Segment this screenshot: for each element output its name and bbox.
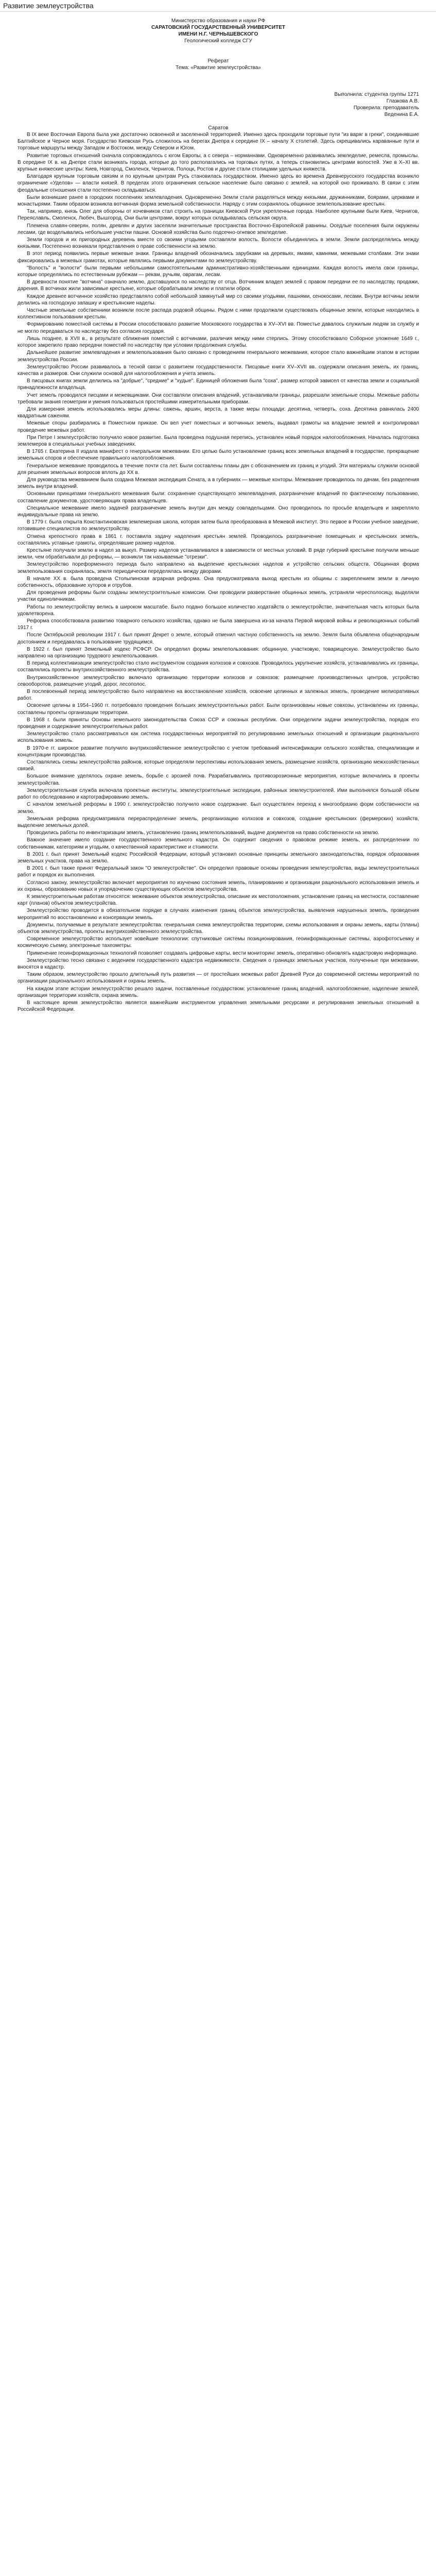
body-paragraph: Частные земельные собственники возникли после распада родовой общины. Рядом с ними продолжали существовать общинные земли, которые находились в коллективном пользовании крестьян. xyxy=(18,308,419,320)
body-paragraph: Земельная реформа предусматривала перераспределение земель, реорганизацию колхозов и совхозов, создание крестьянских (фермерских) хозяйств, выделение земельных долей. xyxy=(18,816,419,828)
body-paragraph: Применение геоинформационных технологий позволяет создавать цифровые карты, вести мониторинг земель, оперативно обновлять кадастровую информацию. xyxy=(27,950,418,956)
body-paragraph: В этот период появились первые межевые знаки. Границы владений обозначались зарубками на деревьях, ямами, камнями, межевыми столбами. Эти знаки фиксировались в межевых грамотах, которые являлись первыми документами по землеустройству. xyxy=(18,251,419,264)
university-line: САРАТОВСКИЙ ГОСУДАРСТВЕННЫЙ УНИВЕРСИТЕТ xyxy=(151,25,285,30)
body-paragraph: В 1765 г. Екатерина II издала манифест о генеральном межевании. Его целью было установление границ всех земельных владений в государстве, прекращение земельных споров и обеспечение правильного налогообложения. xyxy=(18,449,419,462)
body-paragraph: Землеустройство России развивалось в тесной связи с развитием государственности. Писцовые книги XV–XVII вв. содержали описания земель, их границ, качества и размеров. Они служили основой для налогообложения и учета земель. xyxy=(18,364,419,377)
body-paragraph: Отмена крепостного права в 1861 г. поставила задачу наделения крестьян землей. Проводилось разграничение помещичьих и крестьянских земель, составлялись уставные грамоты, определявшие размер наделов. xyxy=(18,533,419,546)
body-paragraph: В 2001 г. был также принят Федеральный закон "О землеустройстве". Он определил правовые основы проведения землеустройства, виды землеустроительных работ и порядок их выполнения. xyxy=(18,866,419,878)
body-paragraph: На каждом этапе истории землеустройство решало задачи, поставленные государством: установление границ владений, налогообложение, наделение землей, организация территории хозяйств, охрана земель. xyxy=(18,986,419,998)
checker-line: Проверила: преподаватель xyxy=(353,105,419,111)
body-paragraph: Важное значение имело создание государственного земельного кадастра. Он содержит сведения о правовом режиме земель, их распределении по собственникам, категориям и угодьям, о качественной характеристике и стоимости. xyxy=(18,837,419,850)
body-paragraph: Таким образом, землеустройство прошло длительный путь развития — от простейших межевых работ Древней Руси до современной системы мероприятий по организации рационального использования и охраны земель. xyxy=(18,972,419,985)
header-divider xyxy=(0,11,436,12)
body-paragraph: При Петре I землеустройство получило новое развитие. Была проведена подушная перепись, установлен новый порядок налогообложения. Началась подготовка землемеров в специальных учебных заведениях. xyxy=(18,434,419,447)
body-paragraph: Большое внимание уделялось охране земель, борьбе с эрозией почв. Разрабатывались противоэрозионные мероприятия, которые включались в проекты землеустройства. xyxy=(18,773,419,786)
body-paragraph: С началом земельной реформы в 1990 г. землеустройство получило новое содержание. Был осуществлен переход к многообразию форм собственности на землю. xyxy=(18,802,419,815)
ministry-line: Министерство образования и науки РФ xyxy=(171,18,266,24)
body-paragraph: Землеустройство тесно связано с ведением государственного кадастра недвижимости. Сведения о границах земельных участков, полученные при межевании, вносятся в кадастр. xyxy=(18,957,419,970)
body-paragraph: В 2001 г. был принят Земельный кодекс Российской Федерации, который установил основные принципы земельного законодательства, порядок образования земельных участков, права на землю. xyxy=(18,851,419,864)
body-paragraph: Для руководства межеванием была создана Межевая экспедиция Сената, а в губерниях — межевые конторы. Межевание проводилось по дачам, без разделения земель внутри владений. xyxy=(18,477,419,490)
body-paragraph: Формированию поместной системы в России способствовало развитие Московского государства в XV–XVI вв. Поместье давалось служилым людям за службу и не могло передаваться по наследству без согласия государя. xyxy=(18,321,419,334)
body-paragraph: Были возникшие ранее в городских поселениях землевладения. Одновременно Земли стали разделяться между князьями, дружинниками, боярами, церквами и монастырями. Таким образом возникла вотчинная форма земельной собственности. Наряду с этим сохранялось общинное землепользование крестьян. xyxy=(18,194,419,208)
body-paragraph: "Волость" и "волости" были первыми небольшими самостоятельными административно-хозяйственными единицами. Каждая волость имела свои границы, которые определялись по естественным рубежам — рекам, ручьям, оврагам, лесам. xyxy=(18,265,419,278)
body-paragraph: Землеустроительная служба включала проектные институты, землеустроительные экспедиции, районных землеустроителей. Ими выполнялся большой объем работ по обследованию и картографированию земель. xyxy=(18,787,419,801)
checker-name: Веденина Е.А. xyxy=(384,112,419,117)
body-paragraph: Документы, получаемые в результате землеустройства: генеральная схема землеустройства территории, схемы использования и охраны земель, карты (планы) объектов землеустройства, проекты внутрихозяйственного землеустройства. xyxy=(18,922,419,935)
author-line: Выполнила: студентка группы 1271 xyxy=(334,92,419,97)
city-year: Саратов xyxy=(208,125,229,131)
body-paragraph: Крестьяне получали землю в надел за выкуп. Размер наделов устанавливался в зависимости от местных условий. В ряде губерний крестьяне получили меньше земли, чем обрабатывали до реформы, — возникли так называемые "отрезки". xyxy=(18,547,419,561)
body-paragraph: Учет земель проводился писцами и межевщиками. Они составляли описания владений, устанавливали границы, разрешали земельные споры. Межевые работы требовали знания геометрии и умения пользоваться простейшими измерительными приборами. xyxy=(18,392,419,405)
body-paragraph: Основными принципами генерального межевания были: сохранение существующего землевладения, разграничение владений по фактическому пользованию, составление документов, удостоверяющих права владельцев. xyxy=(18,491,419,504)
body-paragraph: Племена славян-северян, полян, древлян и других заселяли значительные пространства Восточно-Европейской равнины. Оседлые поселения были окружены лесами, где возделывались небольшие участки пашни. Основой хозяйства было подсечно-огневое земледелие. xyxy=(18,223,419,235)
document-body xyxy=(18,18,419,1013)
college-line: Геологический колледж СГУ xyxy=(184,38,252,44)
body-paragraph: В период коллективизации землеустройство стало инструментом создания колхозов и совхозов. Проводилось укрупнение хозяйств, устанавливались их границы, составлялись проекты внутрихозяйственного землеустройства. xyxy=(18,660,419,673)
body-paragraph: Для проведения реформы были созданы землеустроительные комиссии. Они проводили разверстание общинных земель, устраняли чересполосицу, выделяли участки единоличникам. xyxy=(18,590,419,603)
body-paragraph: В 1970-е гг. широкое развитие получило внутрихозяйственное землеустройство с учетом требований интенсификации сельского хозяйства, специализации и концентрации производства. xyxy=(18,745,419,758)
body-paragraph: Землеустройство пореформенного периода было направлено на выделение крестьянских наделов и устройство сельских обществ. Общинная форма землепользования сохранялась, земля периодически переделялась между дворами. xyxy=(18,562,419,574)
body-paragraph: В IX веке Восточная Европа была уже достаточно освоенной и заселенной территорией. Именно здесь проходили торговые пути "из варяг в греки", соединявшие Балтийское и Черное моря. Государство Киевская Русь сложилось на берегах Днепра к середине IX – началу X столетий. Здесь скрещивались караванные пути и торговые маршруты между Западом и Востоком, между Севером и Югом. xyxy=(18,132,419,151)
referat-text xyxy=(18,131,419,1013)
referat-label: Реферат xyxy=(207,58,229,64)
body-paragraph: Благодаря крупным торговым связям и по крупным центрам Русь становилась государством. Именно здесь во времена Древнерусского государства возникло ограничение «Уделов» — власти князей. В пределах этого ограничения сельское население было связано с землей, на которой оно проживало. В связи с этим феодальные отношения стали постепенно складываться. xyxy=(18,174,419,193)
body-paragraph: Дальнейшее развитие землевладения и землепользования было связано с проведением генерального межевания, которое стало важнейшим этапом в истории землеустройства России. xyxy=(18,350,419,363)
body-paragraph: Работы по землеустройству велись в широком масштабе. Было подано большое количество ходатайств о землеустройстве, значительная часть которых была удовлетворена. xyxy=(18,604,419,617)
body-paragraph: После Октябрьской революции 1917 г. был принят Декрет о земле, который отменил частную собственность на землю. Земля была объявлена общенародным достоянием и передавалась в пользование трудящимся. xyxy=(18,632,419,645)
body-paragraph: Так, например, князь Олег для обороны от кочевников стал строить на границах Киевской Руси укрепленные города. Наиболее крупными были Киев, Чернигов, Переяславль, Смоленск, Любеч, Вышгород. Они были центрами, вокруг которых складывалась сельская округа. xyxy=(18,209,419,222)
body-paragraph: К землеустроительным работам относятся: межевание объектов землеустройства, описание их местоположения, установление границ на местности, составление карт (планов) объектов землеустройства. xyxy=(18,893,419,907)
document-title: Развитие землеустройства xyxy=(3,2,94,10)
body-paragraph: Для измерения земель использовались меры длины: сажень, аршин, верста, а также меры площади: десятина, четверть, соха. Десятина равнялась 2400 квадратным саженям. xyxy=(18,406,419,419)
body-paragraph: В настоящее время землеустройство является важнейшим инструментом управления земельными ресурсами и регулирования земельных отношений в Российской Федерации. xyxy=(18,999,419,1013)
body-paragraph: Внутрихозяйственное землеустройство включало организацию территории колхозов и совхозов: размещение производственных центров, устройство севооборотов, размещение угодий, дорог, лесополос. xyxy=(18,674,419,687)
body-paragraph: В писцовых книгах земли делились на "добрые", "средние" и "худые". Единицей обложения была "соха", размер которой зависел от качества земли и социальной принадлежности владельца. xyxy=(18,378,419,391)
author-name: Глазкова А.В. xyxy=(386,98,419,104)
body-paragraph: Освоение целины в 1954–1960 гг. потребовало проведения больших землеустроительных работ. Были организованы новые совхозы, установлены их границы, составлены проекты организации территории. xyxy=(18,703,419,716)
body-paragraph: В начале XX в. была проведена Столыпинская аграрная реформа. Она предусматривала выход крестьян из общины с закреплением земли в личную собственность, образование хуторов и отрубов. xyxy=(18,575,419,588)
body-paragraph: В послевоенный период землеустройство было направлено на восстановление хозяйств, освоение целинных и залежных земель, проведение мелиоративных работ. xyxy=(18,689,419,702)
body-paragraph: Согласно закону, землеустройство включает мероприятия по изучению состояния земель, планированию и организации рационального использования земель и их охраны, образованию новых и упорядочению существующих объектов землеустройства. xyxy=(18,879,419,892)
body-paragraph: В 1779 г. была открыта Константиновская землемерная школа, которая затем была преобразована в Межевой институт. Это первое в России учебное заведение, готовившее специалистов по землеустройству. xyxy=(18,519,419,532)
university-name-line: ИМЕНИ Н.Г. ЧЕРНЫШЕВСКОГО xyxy=(178,31,258,37)
body-paragraph: Генеральное межевание проводилось в течение почти ста лет. Были составлены планы дач с обозначением их границ и угодий. Эти материалы служили основой для решения земельных вопросов вплоть до XX в. xyxy=(18,463,419,476)
body-paragraph: В 1968 г. были приняты Основы земельного законодательства Союза ССР и союзных республик. Они определили задачи землеустройства, порядок его проведения и содержание землеустроительных работ. xyxy=(18,717,419,730)
topic-line: Тема: «Развитие землеустройства» xyxy=(176,65,261,71)
body-paragraph: Земли городов и их пригородных деревень вместе со своими угодьями составляли волость. Волости объединялись в земли. Земли распределялись между князьями. Постепенно возникали представления о праве собственности на землю. xyxy=(18,237,419,250)
body-paragraph: Современное землеустройство использует новейшие технологии: спутниковые системы позиционирования, геоинформационные системы, аэрофотосъемку и космическую съемку, электронные тахеометры. xyxy=(18,936,419,949)
body-paragraph: Землеустройство проводится в обязательном порядке в случаях изменения границ объектов землеустройства, выявления нарушенных земель, проведения мероприятий по восстановлению и консервации земель. xyxy=(18,908,419,921)
body-paragraph: Лишь позднее, в XVII в., в результате сближения поместий с вотчинами, различия между ними стерлись. Этому способствовало Соборное уложение 1649 г., которое закрепило право передачи поместий по наследству при условии продолжения службы. xyxy=(18,335,419,349)
body-paragraph: Проводились работы по инвентаризации земель, установлению границ землепользований, выдаче документов на право собственности на землю. xyxy=(27,830,379,836)
body-paragraph: Землеустройство стало рассматриваться как система государственных мероприятий по регулированию земельных отношений и организации рационального использования земель. xyxy=(18,731,419,744)
body-paragraph: Составлялись схемы землеустройства районов, которые определяли перспективы использования земель, размещение хозяйств, организацию межхозяйственных связей. xyxy=(18,759,419,772)
body-paragraph: Межевые споры разбирались в Поместном приказе. Он вел учет поместных и вотчинных земель, выдавал грамоты на владение землей и контролировал проведение межевых работ. xyxy=(18,420,419,433)
body-paragraph: Специальное межевание имело задачей разграничение земель внутри дач между совладельцами. Оно проводилось по просьбе владельцев и закрепляло индивидуальные права на землю. xyxy=(18,505,419,518)
body-paragraph: В древности понятие "вотчина" означало землю, доставшуюся по наследству от отца. Вотчинник владел землей с правом передачи ее по наследству, продажи, дарения. В вотчинах жили зависимые крестьяне, которые обрабатывали землю и платили оброк. xyxy=(18,279,419,292)
body-paragraph: Развитие торговых отношений сначала сопровождалось с югом Европы, а с севера – норманнами. Одновременно развивались земледелие, ремесла, промыслы. В середине IX в. на Днепре стали возникать города, которые до того располагались на торговых путях, а теперь становились центрами волостей. Уже в X–XI вв. крупные княжеские центры: Киев, Новгород, Смоленск, Чернигов, Полоцк, Ростов и другие стали столицами удельных княжеств. xyxy=(18,152,419,173)
body-paragraph: Каждое древнее вотчинное хозяйство представляло собой небольшой замкнутый мир со своими угодьями, пашнями, сенокосами, лесами. Внутри вотчины земли делились на господскую запашку и крестьянские наделы. xyxy=(18,293,419,306)
body-paragraph: Реформа способствовала развитию товарного сельского хозяйства, однако не была завершена из-за начала Первой мировой войны и революционных событий 1917 г. xyxy=(18,618,419,631)
body-paragraph: В 1922 г. был принят Земельный кодекс РСФСР. Он определил формы землепользования: общинную, участковую, товарищескую. Землеустройство было направлено на организацию трудового землепользования. xyxy=(18,646,419,659)
title-page xyxy=(18,18,419,131)
